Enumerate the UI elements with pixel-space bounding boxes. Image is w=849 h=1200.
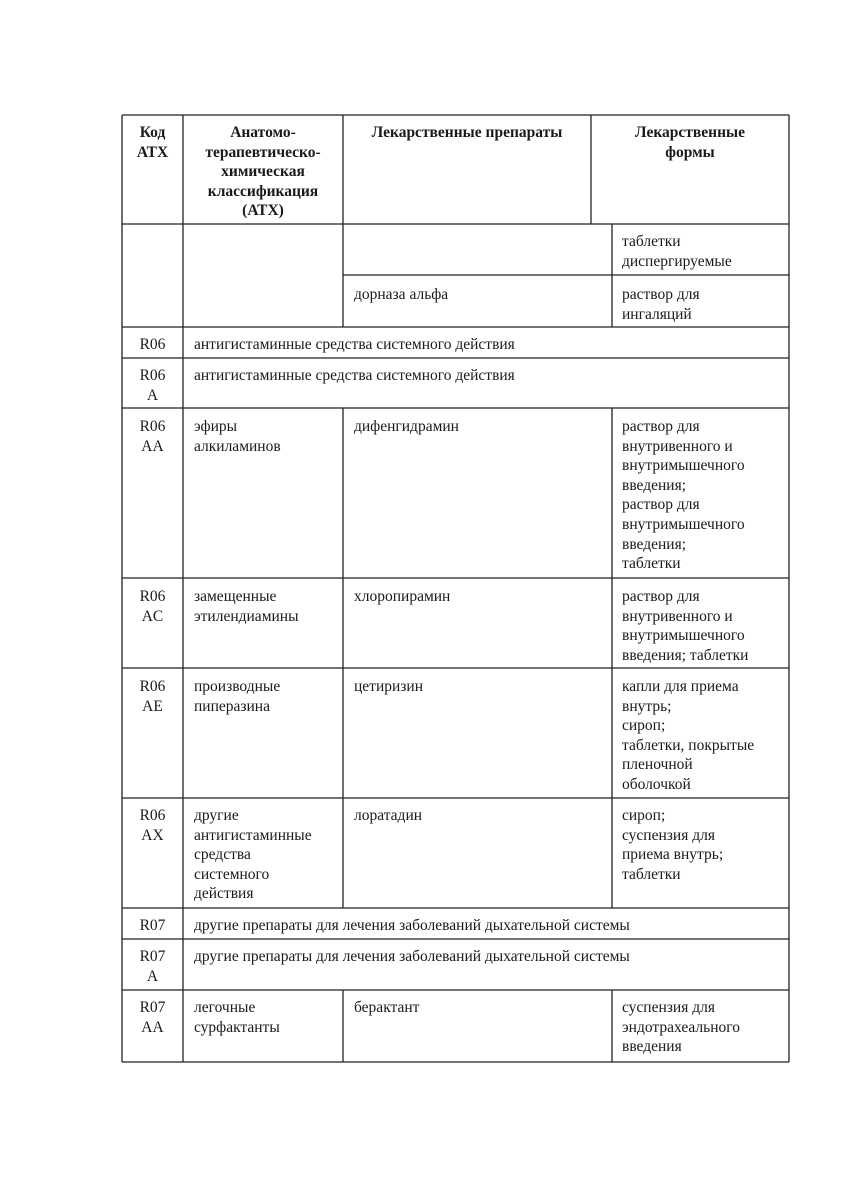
table-row-code: R06 AC <box>139 588 166 625</box>
table-row-drug: хлоропирамин <box>354 588 451 605</box>
table-row-classification: замещенные этилендиамины <box>194 588 299 625</box>
table-row-span-text: другие препараты для лечения заболеваний дыхательной системы <box>194 948 630 965</box>
table-row-drug: дорназа альфа <box>354 286 449 303</box>
table-row-forms: раствор для ингаляций <box>622 286 700 323</box>
table-row-code: R06 AX <box>139 807 166 844</box>
header-classification: Анатомо- терапевтическо- химическая классификация (АТХ) <box>205 124 321 220</box>
table-row-span-text: другие препараты для лечения заболеваний дыхательной системы <box>194 917 630 934</box>
table-row-classification: производные пиперазина <box>194 678 281 715</box>
header-forms: Лекарственные формы <box>635 124 745 161</box>
table-row-code: R07 <box>139 917 166 934</box>
table-row-code: R06 AA <box>139 418 166 455</box>
table-row-forms: раствор для внутривенного и внутримышечного введения; таблетки <box>622 588 749 664</box>
table-row-forms: суспензия для эндотрахеального введения <box>622 999 740 1056</box>
table-row-classification: легочные сурфактанты <box>194 999 280 1036</box>
table-row-code: R06 A <box>139 367 166 404</box>
table-row-code: R06 AE <box>139 678 166 715</box>
table-row-forms: капли для приема внутрь; сироп; таблетки, покрытые пленочной оболочкой <box>622 678 755 793</box>
table-row-code: R07 AA <box>139 999 166 1036</box>
table-row-code: R06 <box>139 336 166 353</box>
table-row-classification: другие антигистаминные средства системного действия <box>194 807 312 903</box>
table-row-classification: эфиры алкиламинов <box>194 418 281 455</box>
table-row-drug: дифенгидрамин <box>354 418 459 435</box>
table-row-forms: сироп; суспензия для приема внутрь; таблетки <box>622 807 724 883</box>
table-row-span-text: антигистаминные средства системного действия <box>194 336 515 353</box>
table-row-drug: лоратадин <box>354 807 423 824</box>
table-row-code: R07 A <box>139 948 166 985</box>
header-code: Код АТХ <box>136 124 169 161</box>
table-row-span-text: антигистаминные средства системного действия <box>194 367 515 384</box>
table-row-drug: цетиризин <box>354 678 424 695</box>
header-drugs: Лекарственные препараты <box>371 124 563 141</box>
table-row-forms: таблетки диспергируемые <box>622 233 732 270</box>
table-row-forms: раствор для внутривенного и внутримышечного введения; раствор для внутримышечного введения; таблетки <box>622 418 745 573</box>
table-row-drug: берактант <box>354 999 420 1016</box>
